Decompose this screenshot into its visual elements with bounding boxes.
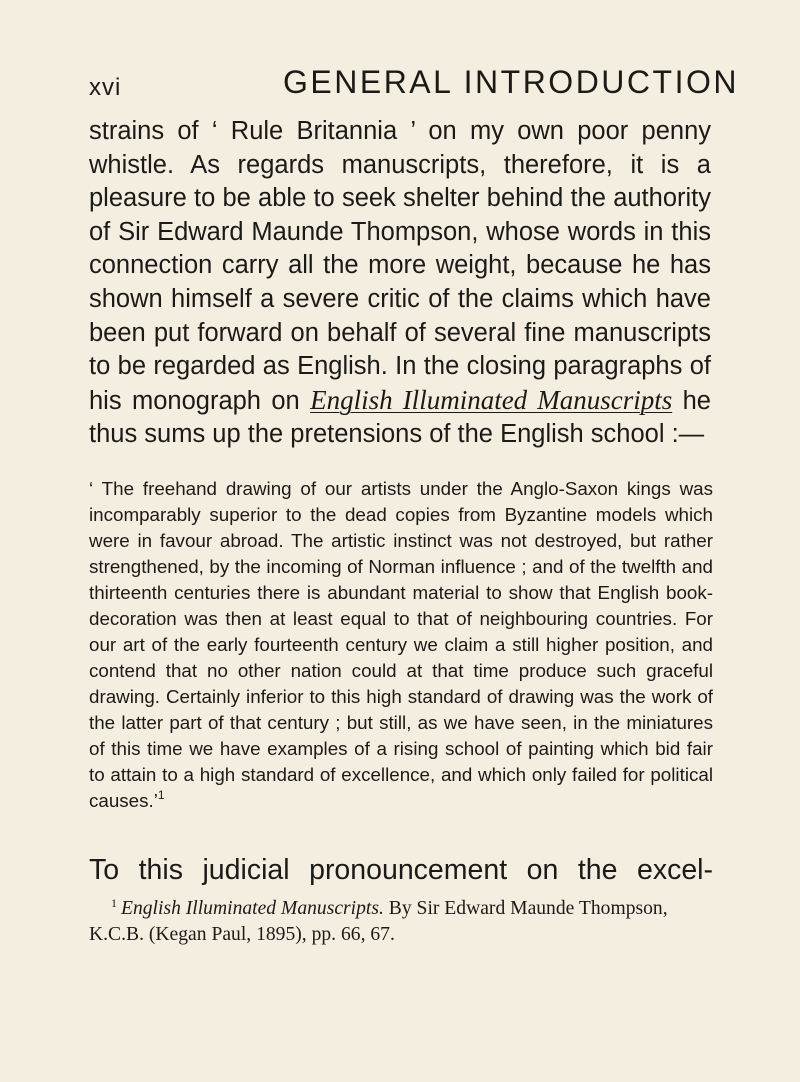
footnote-book-title: English Illuminated Manuscripts. xyxy=(121,898,384,919)
continuing-paragraph: To this judicial pronouncement on the excel- xyxy=(89,854,713,886)
footnote-citation: By Sir Edward Maunde Thompson, K.C.B. (Kegan Paul, 1895), pp. 66, 67. xyxy=(89,898,668,945)
body-paragraph xyxy=(89,115,711,452)
footnote-marker: 1 xyxy=(111,896,117,910)
footnote xyxy=(89,896,713,948)
footnote-reference: 1 xyxy=(157,788,165,802)
page-number: xvi xyxy=(89,74,122,101)
running-head-title: GENERAL INTRODUCTION xyxy=(283,64,739,100)
running-head xyxy=(0,62,800,102)
quotation-text: ‘ The freehand drawing of our artists under the Anglo-Saxon kings was incomparably superior to the dead copies from Byzantine models which were in favour abroad. The artistic instinct was not destroyed, but rather strengthened, by the incoming of Norman influence ; and of the twelfth and thirteenth centuries there is abundant material to show that English book-decoration was then at least equal to that of neighbouring countries. For our art of the early fourteenth century we claim a still higher position, and contend that no other nation could at that time produce such graceful drawing. Certainly inferior to this high standard of drawing was the work of the latter part of that century ; but still, as we have seen, in the miniatures of this time we have examples of a rising school of painting which bid fair to attain to a high standard of excellence, and which only failed for political causes.’ xyxy=(89,478,713,811)
block-quotation xyxy=(89,476,713,814)
book-title: English Illuminated Manuscripts xyxy=(310,384,673,415)
body-paragraph-text-start: strains of ‘ Rule Britannia ’ on my own poor penny whistle. As regards manuscripts, therefore, it is a pleasure to be able to seek shelter behind the authority of Sir Edward Maunde Thompson, whose words in this connection carry all the more weight, because he has shown himself a severe critic of the claims which have been put forward on behalf of several fine manuscripts to be regarded as English. In the closing paragraphs of his monograph on xyxy=(89,117,711,415)
body-paragraph-text-end: he thus sums up the pretensions of the English school :— xyxy=(89,386,711,449)
